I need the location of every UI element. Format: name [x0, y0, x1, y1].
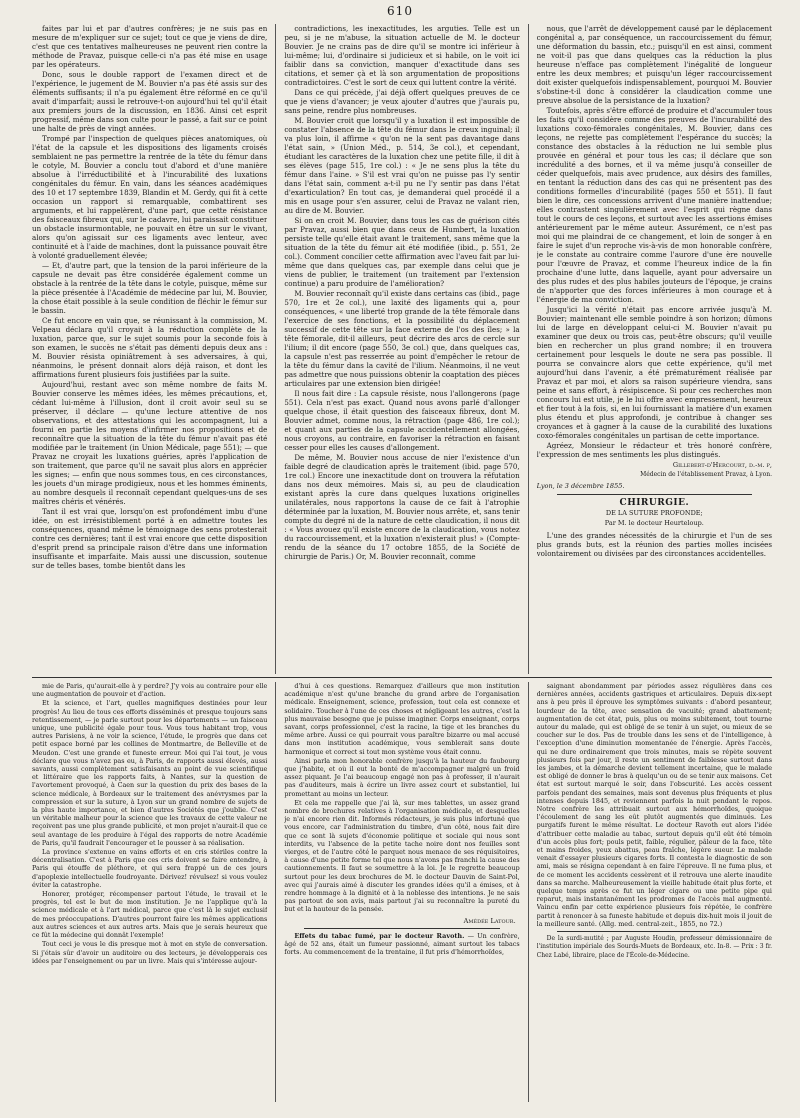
- letter-signature: Gillebert-d'Hercourt, d.-m. p,: [672, 461, 772, 469]
- paragraph: Toutefois, après s'être efforcé de produire et d'accumuler tous les faits qu'il considère comme des preuves de l'incurabilité des luxations coxo-fémorales congénitales, M. Bouvier, dans ces leçons, ne rejette pas complètement l'espérance du succès; la constance des obstacles à la réduction ne lui semble plus prouvée en général et pour tous les cas; il déclare que son incrédulité a des bornes, et il va même jusqu'à conseiller de céder quelquefois, mais avec prudence, aux désirs des familles, en tentant la réduction dans des cas qui ne présentent pas des conditions formelles d'incurabilité (pages 550 et 551). Il faut bien le dire, ces concessions arrivent d'une manière inattendue; elles contrastent singulièrement avec l'esprit qui règne dans tout le cours de ces leçons, et surtout avec les assertions émises antérieurement par le même auteur. Assurément, ce n'est pas moi qui me plaindrai de ce changement, et loin de songer à en faire le sujet d'un reproche vis-à-vis de mon honorable confrère, je le constate au contraire comme l'aurore d'une ère nouvelle pour l'œuvre de Pravaz, et comme l'heureux indice de la fin prochaine d'une lutte, dans laquelle, ayant pour adversaire un des plus rudes et des plus habiles jouteurs de l'époque, je crains de n'apporter que des forces inférieures à mon courage et à l'énergie de ma conviction.: [536, 106, 772, 304]
- paragraph: Jusqu'ici la vérité n'était pas encore arrivée jusqu'à M. Bouvier; maintenant elle semble poindre à son horizon; dûmons lui de large en développant celui-ci M. Bouvier n'avait pu examiner que deux ou trois cas, peut-être obscurs; qu'il veuille bien en rechercher un plus grand nombre; il en trouvera certainement pour lesquels le doute ne sera pas possible. Il pourra se convaincre alors que cette expérience, qu'il met aujourd'hui dans l'avenir, a été prématurément réalisée par Pravaz et par moi, et alors sa raison supérieure viendra, sans peine et sans effort, à résipiscence. Si pour ces recherches mon concours lui est utile, je le lui offre avec empressement, heureux et fier tout à la fois, si, en lui fournissant la matière d'un examen plus étendu et plus approfondi, je contribue à changer ses croyances et à gagner à la cause de la curabilité des luxations coxo-fémorales congénitales un partisan de cette importance.: [536, 305, 772, 440]
- lower-column-3: [537, 682, 772, 1102]
- paragraph: Honorer, protéger, récompenser partout l'étude, le travail et le progrès, tel est le but de mon institution. Je ne l'applique qu'à la science médicale et à l'art médical, parce que c'est là le sujet exclusif de mes préoccupations. D'autres pourront faire les mêmes applications aux autres sciences et aux autres arts. Mais que je serais heureux que ce fût la médecine qui donnât l'exemple!: [32, 890, 268, 940]
- column-rule: [275, 24, 276, 674]
- paragraph: Agréez, Monsieur le rédacteur et très honoré confrère, l'expression de mes sentiments les plus distingués.: [536, 441, 772, 459]
- upper-column-1: [32, 24, 267, 674]
- upper-column-3: [537, 24, 772, 674]
- paragraph: La province s'extenue en vains efforts et en cris stériles contre la décentralisation. C'est à Paris que ces cris doivent se faire entendre, à Paris qui étouffe de pléthore, et qui sera frappé un de ces jours d'apoplexie intellectuelle foudroyante. Dérivez! révulsez! si vous voulez éviter la catastrophe.: [32, 848, 268, 889]
- paragraph: contradictions, les inexactitudes, les arguties. Telle est un peu, si je ne m'abuse, la situation actuelle de M. le docteur Bouvier. Je ne crains pas de dire qu'il se montre ici inférieur à lui-même; lui, d'ordinaire si judicieux et si habile, on le voit ici faiblir dans sa conviction, manquer d'exactitude dans ses citations, et semer çà et là son argumentation de propositions contradictoires. C'est le sort de ceux qui luttent contre la vérité.: [284, 24, 520, 87]
- paragraph: L'une des grandes nécessités de la chirurgie et l'un de ses plus grands buts, est la réunion des parties molles incisées volontairement ou divisées par des circonstances accidentelles.: [536, 531, 772, 558]
- paragraph: faites par lui et par d'autres confrères; je ne suis pas en mesure de m'expliquer sur ce sujet; tout ce que je viens de dire, c'est que ces tentatives malheureuses ne peuvent rien contre la méthode de Pravaz, puisque celle-ci n'a pas été mise en usage par les opérateurs.: [32, 24, 268, 69]
- paragraph: Tant il est vrai que, lorsqu'on est profondément imbu d'une idée, on est irrésistiblement porté à en admettre toutes les conséquences, quand même le témoignage des sens protesterait contre ces dernières; tant il est vrai encore que cette disposition d'esprit prend sa principale raison d'être dans une information insuffisante et imparfaite. Mais aussi une discussion, soutenue sur de telles bases, tombe bientôt dans les: [32, 507, 268, 570]
- paragraph: Si on en croit M. Bouvier, dans tous les cas de guérison cités par Pravaz, aussi bien que dans ceux de Humbert, la luxation persiste telle qu'elle était avant le traitement, sans même que la situation de la tête du fémur ait été modifiée (ibid., p. 551, 2e col.). Comment concilier cette affirmation avec l'aveu fait par lui-même que dans quelques cas, par exemple dans celui que je viens de publier, le traitement (un traitement par l'extension continue) a paru produire de l'amélioration?: [284, 216, 520, 288]
- paragraph: Tout ceci je vous le dis presque mot à mot en style de conversation. Si j'étais sûr d'avoir un auditoire ou des lecteurs, je développerais ces idées par l'enseignement ou par un livre. Mais qui s'intéresse aujour-: [32, 940, 268, 965]
- lower-column-1: [32, 682, 267, 1102]
- article-byline: Par M. le docteur Heurteloup.: [604, 519, 704, 527]
- paragraph: Il nous fait dire : La capsule résiste, nous l'allongerons (page 551). Cela n'est pas exact. Quand nous avons parlé d'allonger quelque chose, il était question des faisceaux fibreux, dont M. Bouvier admet, comme nous, la rétraction (page 486, 1re col.); et quant aux parties de la capsule accidentellement allongées, nous croyons, au contraire, en favoriser la rétraction en faisant cesser pour elles les causes d'allongement.: [284, 389, 520, 452]
- feuilleton-author: Amédée Latour.: [463, 916, 516, 925]
- paragraph: Aujourd'hui, restant avec son même nombre de faits M. Bouvier conserve les mêmes idées, les mêmes précautions, et, cédant lui-même à l'illusion, dont il croit avoir seul su se préserver, il déclare — qu'une lecture attentive de nos observations, et des attestations qui les accompagnent, lui a fourni en partie les moyens d'infirmer nos propositions et de reconnaître que la situation de la tête du fémur n'avait pas été modifiée par le traitement (in Union Médicale, page 551); — que Pravaz ne croyait les luxations guéries, après l'application de son traitement, que parce qu'il ne savait plus alors en apprécier les signes; — enfin que nous sommes tous, en ces circonstances, les jouets d'un mirage prodigieux, nous et les hommes éminents, au nombre desquels il reconnaît cependant quelques-uns de ses maîtres chéris et vénérés.: [32, 380, 268, 506]
- paragraph: saignant abondamment par périodes assez régulières dans ces dernières années, accidents gastriques et articulaires. Depuis dix-sept ans à peu près il éprouve les symptômes suivants : d'abord pesanteur, lourdeur de la tête, avec sensation de vacuité; grand abattement; augmentation de cet état, puis, plus ou moins subitement, tout tourne autour du malade, qui est obligé de se tenir à un sujet, ou mieux de se coucher sur le dos. Pas de trouble dans les sens et de l'intelligence, à l'exception d'une diminution momentanée de l'énergie. Après l'accès, qui ne dure ordinairement que trois minutes, mais se répète souvent plusieurs fois par jour, il reste un sentiment de faiblesse surtout dans les jambes, et la démarche devient tellement incertaine, que le malade est obligé de donner le bras à quelqu'un ou de se tenir aux maisons. Cet état est surtout marqué le soir, dans l'obscurité. Les accès cessent parfois pendant des semaines, mais sont devenus plus fréquents et plus intenses depuis 1845, et reviennent parfois la nuit pendant le repos. Notre confrère les attribuait surtout aux hémorrhoïdes, quoique l'écoulement de sang les eût plutôt augmentés que diminués. Les purgatifs furent le même résultat. Le docteur Ravoth eut alors l'idée d'attribuer cette maladie au tabac, surtout depuis qu'il eût été témoin d'un accès plus fort; pouls petit, faible, régulier, pâleur de la face, tête et mains froides, yeux abattus, peau fraîche, légère sueur. Le malade venait d'essayer plusieurs cigares forts. Il contesta le diagnostic de son ami, mais se résigna cependant à en faire l'épreuve. Il ne fuma plus, et de ce moment les accidents cessèrent et il retrouva une alerte inaudite dans sa marche. Malheureusement la vieille habitude était plus forte, et quelque temps après ce fut un léger cigare ou une petite pipe qui reparut, mais instantanément les prodromes de l'accès mal augmenté. Vaincu enfin par cette expérience plusieurs fois répétée, le confrère partit à renoncer à sa funeste habitude et depuis dix-huit mois il jouit de la meilleure santé. (Allg. med. central-zeit., 1855, no 72.): [536, 682, 772, 928]
- paragraph: De même, M. Bouvier nous accuse de nier l'existence d'un faible degré de claudication après le traitement (ibid. page 570, 1re col.) Encore une inexactitude dont on trouvera la réfutation dans nos deux mémoires. Mais si, au peu de claudication existant après la cure dans quelques luxations originelles unilatérales, nous rapportons la cause de ce fait à l'atrophie déterminée par la luxation, M. Bouvier nous arrête, et, sans tenir compte du degré ni de la nature de cette claudication, il nous dit : « Vous avouez qu'il existe encore de la claudication, vous notez du raccourcissement, et la luxation n'existerait plus! » (Compte-rendu de la séance du 17 octobre 1855, de la Société de chirurgie de Paris.) Or, M. Bouvier reconnaît, comme: [284, 453, 520, 561]
- section-divider: [557, 931, 752, 932]
- paragraph: Donc, sous le double rapport de l'examen direct et de l'expérience, le jugement de M. Bouvier n'a pas été assis sur des éléments suffisants; il n'a pu également être réformé en ce qu'il avait d'imparfait; aussi le retrouve-t-on aujourd'hui tel qu'il était aux premiers jours de la discussion, en 1836. Ainsi cet esprit progressif, même dans son culte pour le passé, a fait sur ce point une halte de près de vingt années.: [32, 70, 268, 133]
- paragraph: Ce fut encore en vain que, se réunissant à la commission, M. Velpeau déclara qu'il croyait à la réduction complète de la luxation, parce que, sur le sujet soumis pour la seconde fois à son examen, le succès ne s'était pas démenti depuis deux ans : M. Bouvier résista opiniâtrement à ses adversaires, à qui, néanmoins, le présent donnait alors déjà raison, et dont les affirmations furent plusieurs fois justifiées par la suite.: [32, 316, 268, 379]
- paragraph: M. Bouvier reconnaît qu'il existe dans certains cas (ibid., page 570, 1re et 2e col.), une laxité des ligaments qui a, pour conséquences, « une liberté trop grande de la tête fémorale dans l'exercice de ses fonctions, et la possibilité du déplacement successif de cette tête sur la face externe de l'os des îles; » la tête fémorale, dit-il ailleurs, peut décrire des arcs de cercle sur l'ilium; il dit encore (page 550, 3e col.) que, dans quelques cas, la capsule n'est pas resserrée au point d'empêcher le retour de la tête du fémur dans la cavité de l'ilium. Néanmoins, il ne veut pas admettre que nous puissions obtenir la coaptation des pièces articulaires par une extension bien dirigée!: [284, 289, 520, 388]
- paragraph: Dans ce qui précède, j'ai déjà offert quelques preuves de ce que je viens d'avancer; je veux ajouter d'autres que j'aurais pu, sans peine, rendre plus nombreuses.: [284, 88, 520, 115]
- feuilleton-item-title: Effets du tabac fumé, par le docteur Ravoth.: [294, 931, 465, 940]
- feuilleton: [32, 682, 772, 1102]
- section-heading: CHIRURGIE.: [619, 498, 690, 508]
- paragraph: Ainsi parla mon honorable confrère jusqu'à la hauteur du faubourg que j'habite, et où il eut la bonté de m'accompagner malgré un froid assez piquant. Je l'ai beaucoup engagé non pas à professer, il n'aurait pas d'auditeurs, mais à écrire un livre assez court et substantiel, lui promettant au moins un lecteur.: [284, 756, 520, 798]
- paragraph: mie de Paris, qu'aurait-elle à y perdre? J'y vois au contraire pour elle une augmentation de pouvoir et d'action.: [32, 682, 268, 699]
- paragraph: Trompé par l'inspection de quelques pièces anatomiques, où l'état de la capsule et les dispositions des ligaments croisés semblaient ne pas permettre la rentrée de la tête du fémur dans le cotyle, M. Bouvier a conclu tout d'abord et d'une manière absolue à l'irréductibilité et à l'incurabilité des luxations congénitales du fémur. En vain, dans les séances académiques des 10 et 17 septembre 1839, Blandin et M. Gerdy, qui fit à cette occasion un rapport si remarquable, combattirent ses arguments, et lui rappelèrent, d'une part, que cette résistance des faisceaux fibreux qui, sur le cadavre, lui paraissait constituer un obstacle insurmontable, ne pouvait en être un sur le vivant, alors qu'on agissait sur ces ligaments avec lenteur, avec continuité et à l'aide de machines, dont la puissance pouvait être à volonté graduellement élevée;: [32, 134, 268, 260]
- feuilleton-divider: [32, 677, 772, 678]
- column-rule: [275, 682, 276, 1102]
- column-rule: [528, 682, 529, 1102]
- upper-column-2: [284, 24, 519, 674]
- paragraph: Et cela me rappelle que j'ai là, sur mes tablettes, un assez grand nombre de brochures relatives à l'organisation médicale, et desquelles je n'ai encore rien dit. Informés rédacteurs, je suis plus infortuné que vous encore, car l'administration du timbre, d'un côté, nous fait dire que ce sont là sujets d'économie politique et sociale qui nous sont interdits, vu l'absence de la petite tache noire dont nos feuilles sont vierges, et de l'autre côté le parquet nous menace de ses réquisitoires, à cause d'une petite forme tel que nous n'avons pas franchi la cause des cautionnements. Il faut se soumettre à la loi. Je le regrette beaucoup surtout pour les deux brochures de M. le docteur Dauvin de Saint-Pol, avec qui j'aurais aimé à discuter les grandes idées qu'il a émises, et à rendre hommage à la dignité et à la noblesse des intentions. Je ne sais pas partout de son avis, mais partout j'ai su reconnaître la pureté du but et la hauteur de la pensée.: [284, 798, 520, 914]
- bibliography-note: De la surdi-mutité ; par Auguste Houdin, professeur démissionnaire de l'institution impériale des Sourds-Muets de Bordeaux, etc. In-8. — Prix : 3 fr. Chez Labé, libraire, place de l'École-de-Médecine.: [536, 935, 772, 959]
- section-divider: [557, 494, 752, 495]
- paragraph: M. Bouvier croit que lorsqu'il y a luxation il est impossible de constater l'absence de la tête du fémur dans le creux inguinal; il va plus loin, il affirme « qu'on ne la sent pas davantage dans l'état sain, » (Union Méd., p. 514, 3e col.), et cependant, étudiant les caractères de la luxation chez une petite fille, il dit à ses élèves (page 515, 1re col.) : « Je ne sens plus la tête du fémur dans l'aine. » S'il est vrai qu'on ne puisse pas l'y sentir dans l'état sain, comment a-t-il pu ne l'y sentir pas dans l'état d'exarticulation? En tout cas, je demanderai quel procédé il a mis en usage pour s'en assurer, celui de Pravaz ne valant rien, au dire de M. Bouvier.: [284, 116, 520, 215]
- article-subheading: DE LA SUTURE PROFONDE;: [605, 509, 703, 517]
- feuilleton-item-text: — Un confrère, âgé de 52 ans, était un fumeur passionné, aimant surtout les tabacs forts. Au commencement de la trentaine, il fut pris d'hémorrhoïdes,: [284, 931, 520, 957]
- paragraph: nous, que l'arrêt de développement causé par le déplacement congénital a, par conséquence, un raccourcissement du fémur, une déformation du bassin, etc.; puisqu'il en est ainsi, comment ne voit-il pas que dans quelques cas la réduction la plus heureuse n'efface pas complètement l'inégalité de longueur entre les deux membres; et puisqu'un léger raccourcissement doit exister quelquefois indispensablement, pourquoi M. Bouvier s'obstine-t-il donc à considérer la claudication comme une preuve absolue de la persistance de la luxation?: [536, 24, 772, 105]
- dateline: Lyon, le 3 décembre 1855.: [536, 482, 625, 490]
- lower-column-2: [284, 682, 519, 1102]
- upper-article: [32, 24, 772, 674]
- paragraph: — Et, d'autre part, que la tension de la paroi inférieure de la capsule ne devait pas être considérée également comme un obstacle à la rentrée de la tête dans le cotyle, puisque, même sur la pièce présentée à l'Académie de médecine par lui, M. Bouvier, la chose était possible à la seule condition de fléchir le fémur sur le bassin.: [32, 261, 268, 315]
- section-divider: [304, 928, 499, 929]
- column-rule: [528, 24, 529, 674]
- paragraph: d'hui à ces questions. Remarquez d'ailleurs que mon institution académique n'est qu'une branche du grand arbre de l'organisation médicale. Enseignement, science, profession, tout cela est connexe et solidaire. Toucher à l'une de ces choses et négligeant les autres, c'est la plus mauvaise besogne que je puisse imaginer. Corps enseignant, corps savant, corps professionnel, c'est la racine, la tige et les branches du même arbre. Aussi ce qui pourrait vous paraître bizarre ou mal accusé dans mon institution académique, vous semblerait sans doute harmonique et correct si tout mon système vous était connu.: [284, 682, 520, 756]
- feuilleton-item: [284, 932, 519, 957]
- page-number: 610: [387, 4, 413, 18]
- signature-affiliation: Médecin de l'établissement Pravaz, à Lyon.: [640, 471, 772, 478]
- paragraph: Et la science, et l'art, quelles magnifiques destinées pour leur progrès! Au lieu de tous ces efforts disséminés et presque toujours sans retentissement, — je parle surtout pour les départements — un faisceau unique, une publicité égale pour tous. Vous tous habitant trop, vous autres Parisiens, à ne voir la science, l'étude, le progrès que dans cet petit espace borné par les collines de Montmartre, de Belleville et de Meudon. C'est une grande et funeste erreur. Moi qui l'ai tout, je vous déclare que vous n'avez pas eu, à Paris, de rapports aussi élevés, aussi savants, aussi complètement satisfaisants au point de vue scientifique et littéraire que les rapports faits, à Nantes, sur la question de l'avortement provoqué, à Caen sur la question du prix des bases de la science médicale, à Bordeaux sur le traitement des anévrysmes par la compression et sur la suture, à Lyon sur un grand nombre de sujets de la plus haute importance, et bien d'autres Sociétés que j'oublie. C'est un véritable malheur pour la science que les travaux de cette valeur ne reçoivent pas une plus grande publicité, et mon projet n'aurait-il que ce seul avantage de les produire à l'égal des rapports de notre Académie de Paris, qu'il faudrait l'encourager et le pousser à sa réalisation.: [32, 699, 268, 847]
